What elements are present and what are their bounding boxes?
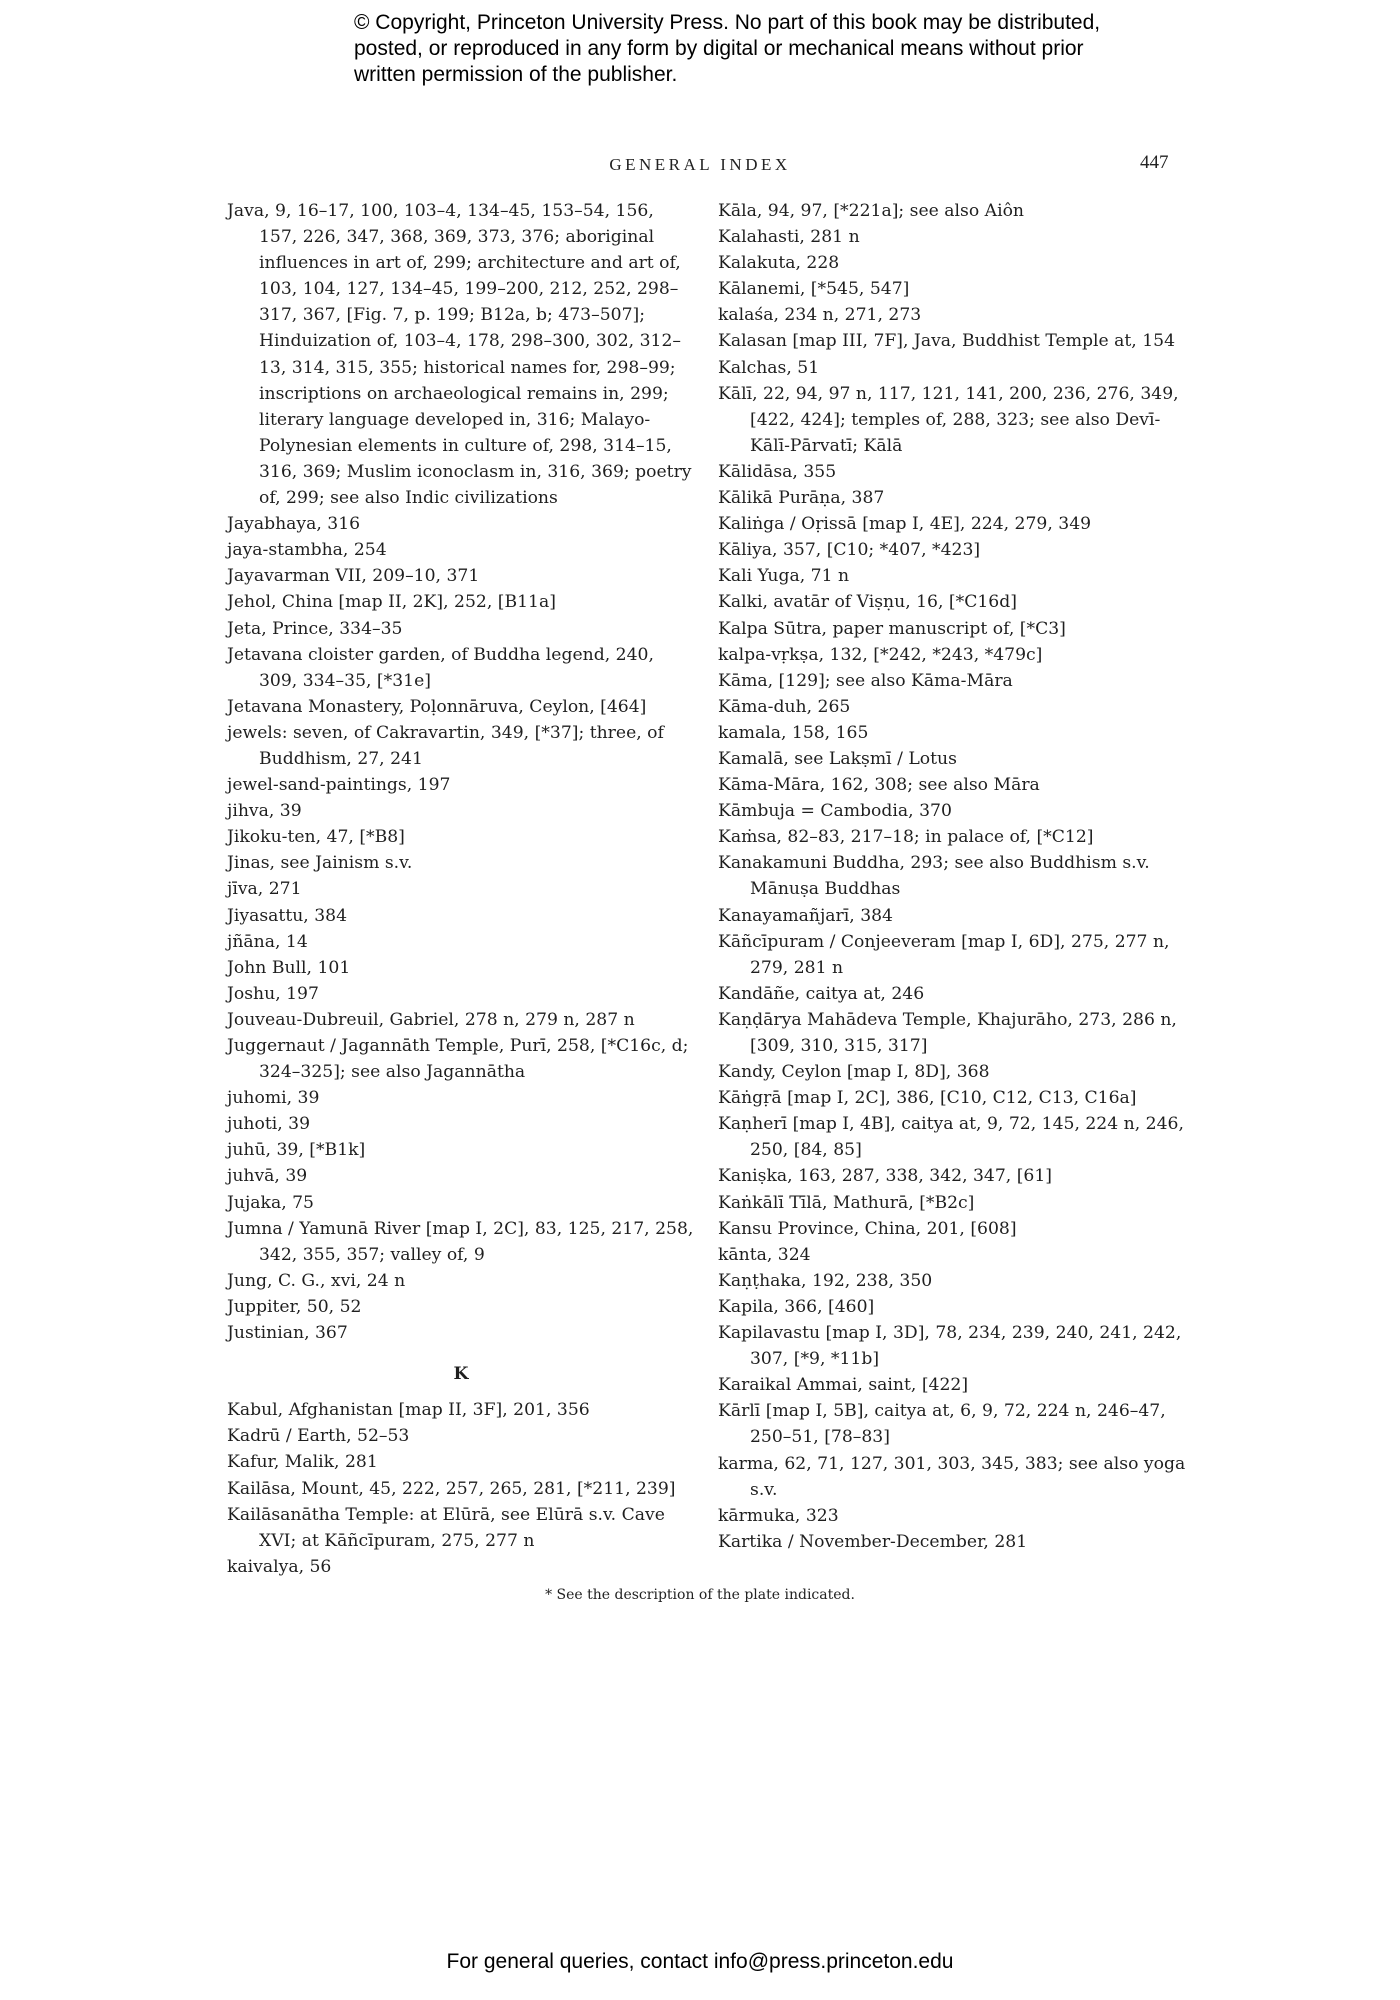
copyright-notice: © Copyright, Princeton University Press. No part of this book may be distributed, posted, or reproduced in any form by digital or mechanical means without prior written permission of the publisher. — [354, 11, 1101, 86]
index-entry: juhū, 39, [*B1k] — [227, 1140, 366, 1161]
index-entry: Joshu, 197 — [227, 983, 319, 1004]
index-entry: Kāṅgṛā [map I, 2C], 386, [C10, C12, C13, C16a] — [718, 1088, 1137, 1109]
section-letter-k: K — [453, 1364, 469, 1385]
index-entry: jihva, 39 — [227, 801, 302, 822]
index-entry: juhvā, 39 — [227, 1166, 308, 1187]
index-entry: Kanakamuni Buddha, 293; see also Buddhism s.v. Mānuṣa Buddhas — [718, 853, 1150, 900]
left-entries-list — [227, 198, 695, 1346]
index-entry: Kaṇḍārya Mahādeva Temple, Khajurāho, 273, 286 n, [309, 310, 315, 317] — [718, 1009, 1177, 1056]
index-entry: Kārlī [map I, 5B], caitya at, 6, 9, 72, 224 n, 246–47, 250–51, [78–83] — [718, 1401, 1166, 1448]
index-entry: kārmuka, 323 — [718, 1505, 839, 1526]
index-entry: kānta, 324 — [718, 1244, 811, 1265]
index-entry: Jouveau-Dubreuil, Gabriel, 278 n, 279 n, 287 n — [227, 1009, 635, 1030]
index-entry: Jung, C. G., xvi, 24 n — [227, 1270, 406, 1291]
index-entry: Kāma, [129]; see also Kāma-Māra — [718, 670, 1013, 691]
index-entry: Jayavarman VII, 209–10, 371 — [227, 566, 480, 587]
index-entry: kalpa-vṛkṣa, 132, [*242, *243, *479c] — [718, 644, 1043, 665]
index-entry: Kabul, Afghanistan [map II, 3F], 201, 356 — [227, 1400, 590, 1421]
index-entry: Kāmbuja = Cambodia, 370 — [718, 801, 952, 822]
index-entry: jewels: seven, of Cakravartin, 349, [*37]; three, of Buddhism, 27, 241 — [227, 722, 664, 769]
index-entry: Java, 9, 16–17, 100, 103–4, 134–45, 153–54, 156, 157, 226, 347, 368, 369, 373, 376; aboriginal influences in art of, 299; architecture and art of, 103, 104, 127, 134–45, 199–200, 212, 252, 298–317, 367, [Fig. 7, p. 199; B12a, b; 473–507]; Hinduization of, 103–4, 178, 298–300, 302, 312–13, 314, 315, 355; historical names for, 298–99; inscriptions on archaeological remains in, 299; literary language developed in, 316; Malayo-Polynesian elements in culture of, 298, 314–15, 316, 369; Muslim iconoclasm in, 316, 369; poetry of, 299; see also Indic civilizations — [227, 201, 692, 509]
index-entry: Kalpa Sūtra, paper manuscript of, [*C3] — [718, 618, 1066, 639]
plate-footnote: * See the description of the plate indicated. — [545, 1587, 855, 1603]
index-entry: Kandy, Ceylon [map I, 8D], 368 — [718, 1062, 990, 1083]
index-entry: Kāma-duh, 265 — [718, 696, 851, 717]
index-entry: Jeta, Prince, 334–35 — [227, 618, 403, 639]
index-entry: jñāna, 14 — [227, 931, 308, 952]
index-entry: Jehol, China [map II, 2K], 252, [B11a] — [227, 592, 556, 613]
index-entry: Jetavana cloister garden, of Buddha legend, 240, 309, 334–35, [*31e] — [227, 644, 654, 691]
index-entry: Jikoku-ten, 47, [*B8] — [227, 827, 405, 848]
footer-contact: For general queries, contact info@press.princeton.edu — [446, 1950, 954, 1973]
index-entry: Kalakuta, 228 — [718, 253, 840, 274]
index-entry: jīva, 271 — [227, 879, 302, 900]
index-entry: Kāla, 94, 97, [*221a]; see also Aiôn — [718, 201, 1024, 221]
index-entry: Kaliṅga / Oṛissā [map I, 4E], 224, 279, 349 — [718, 514, 1092, 535]
index-entry: Kaṇherī [map I, 4B], caitya at, 9, 72, 145, 224 n, 246, 250, [84, 85] — [718, 1114, 1184, 1161]
index-entry: Kamalā, see Lakṣmī / Lotus — [718, 748, 957, 769]
index-entry: Jumna / Yamunā River [map I, 2C], 83, 125, 217, 258, 342, 355, 357; valley of, 9 — [227, 1218, 694, 1265]
index-entry: Kartika / November-December, 281 — [718, 1531, 1028, 1552]
index-entry: kalaśa, 234 n, 271, 273 — [718, 305, 922, 326]
index-entry: Kaṅkālī Tīlā, Mathurā, [*B2c] — [718, 1192, 975, 1213]
index-entry: Kāñcīpuram / Conjeeveram [map I, 6D], 275, 277 n, 279, 281 n — [718, 931, 1170, 978]
index-entry: kaivalya, 56 — [227, 1556, 332, 1577]
index-entry: karma, 62, 71, 127, 301, 303, 345, 383; see also yoga s.v. — [718, 1453, 1186, 1500]
index-entry: Jinas, see Jainism s.v. — [227, 853, 413, 874]
index-entry: Kafur, Malik, 281 — [227, 1452, 378, 1473]
page-number: 447 — [1140, 152, 1169, 173]
index-entry: Jiyasattu, 384 — [227, 905, 348, 926]
index-entry: Karaikal Ammai, saint, [422] — [718, 1375, 969, 1396]
index-entry: jewel-sand-paintings, 197 — [227, 775, 451, 796]
index-entry: John Bull, 101 — [227, 957, 351, 978]
index-entry: Kandāñe, caitya at, 246 — [718, 983, 925, 1004]
index-entry: Kansu Province, China, 201, [608] — [718, 1218, 1017, 1239]
index-entry: Kalki, avatār of Viṣṇu, 16, [*C16d] — [718, 592, 1017, 613]
index-entry: Jetavana Monastery, Poḷonnāruva, Ceylon, [464] — [227, 696, 647, 717]
index-entry: Kālī, 22, 94, 97 n, 117, 121, 141, 200, 236, 276, 349, [422, 424]; temples of, 288, 323; see also Devī-Kālī-Pārvatī; Kālā — [718, 383, 1179, 456]
index-column-left — [227, 198, 695, 1580]
index-entry: Kailāsa, Mount, 45, 222, 257, 265, 281, [*211, 239] — [227, 1478, 676, 1499]
index-entry: kamala, 158, 165 — [718, 722, 869, 743]
index-entry: Kailāsanātha Temple: at Elūrā, see Elūrā s.v. Cave XVI; at Kāñcīpuram, 275, 277 n — [227, 1504, 665, 1551]
index-entry: Juggernaut / Jagannāth Temple, Purī, 258, [*C16c, d; 324–325]; see also Jagannātha — [227, 1036, 689, 1083]
k-entries-list — [227, 1397, 695, 1580]
right-entries-list — [718, 198, 1186, 1555]
index-entry: Justinian, 367 — [227, 1323, 348, 1344]
index-column-right — [718, 198, 1186, 1555]
index-entry: Jayabhaya, 316 — [227, 514, 361, 535]
index-entry: Kalasan [map III, 7F], Java, Buddhist Temple at, 154 — [718, 331, 1176, 352]
running-head: GENERAL INDEX — [609, 155, 791, 174]
index-entry: Kaṇṭhaka, 192, 238, 350 — [718, 1270, 933, 1291]
index-entry: juhoti, 39 — [227, 1114, 311, 1135]
index-entry: Kapila, 366, [460] — [718, 1296, 875, 1317]
index-entry: Kapilavastu [map I, 3D], 78, 234, 239, 240, 241, 242, 307, [*9, *11b] — [718, 1323, 1182, 1370]
index-entry: Jujaka, 75 — [227, 1192, 314, 1213]
index-entry: Kāliya, 357, [C10; *407, *423] — [718, 540, 981, 561]
index-entry: Kaniṣka, 163, 287, 338, 342, 347, [61] — [718, 1166, 1053, 1187]
index-entry: Kālidāsa, 355 — [718, 461, 837, 482]
index-entry: Kali Yuga, 71 n — [718, 566, 850, 587]
index-entry: juhomi, 39 — [227, 1088, 320, 1109]
index-entry: Kalahasti, 281 n — [718, 227, 860, 248]
index-entry: Juppiter, 50, 52 — [227, 1296, 362, 1317]
index-entry: Kāma-Māra, 162, 308; see also Māra — [718, 775, 1040, 796]
index-entry: Kālanemi, [*545, 547] — [718, 279, 910, 300]
index-entry: Kadrū / Earth, 52–53 — [227, 1426, 410, 1447]
index-entry: jaya-stambha, 254 — [227, 540, 387, 561]
index-entry: Kālikā Purāṇa, 387 — [718, 488, 885, 509]
index-entry: Kalchas, 51 — [718, 357, 820, 378]
index-entry: Kaṁsa, 82–83, 217–18; in palace of, [*C12] — [718, 827, 1094, 848]
index-entry: Kanayamañjarī, 384 — [718, 905, 893, 926]
